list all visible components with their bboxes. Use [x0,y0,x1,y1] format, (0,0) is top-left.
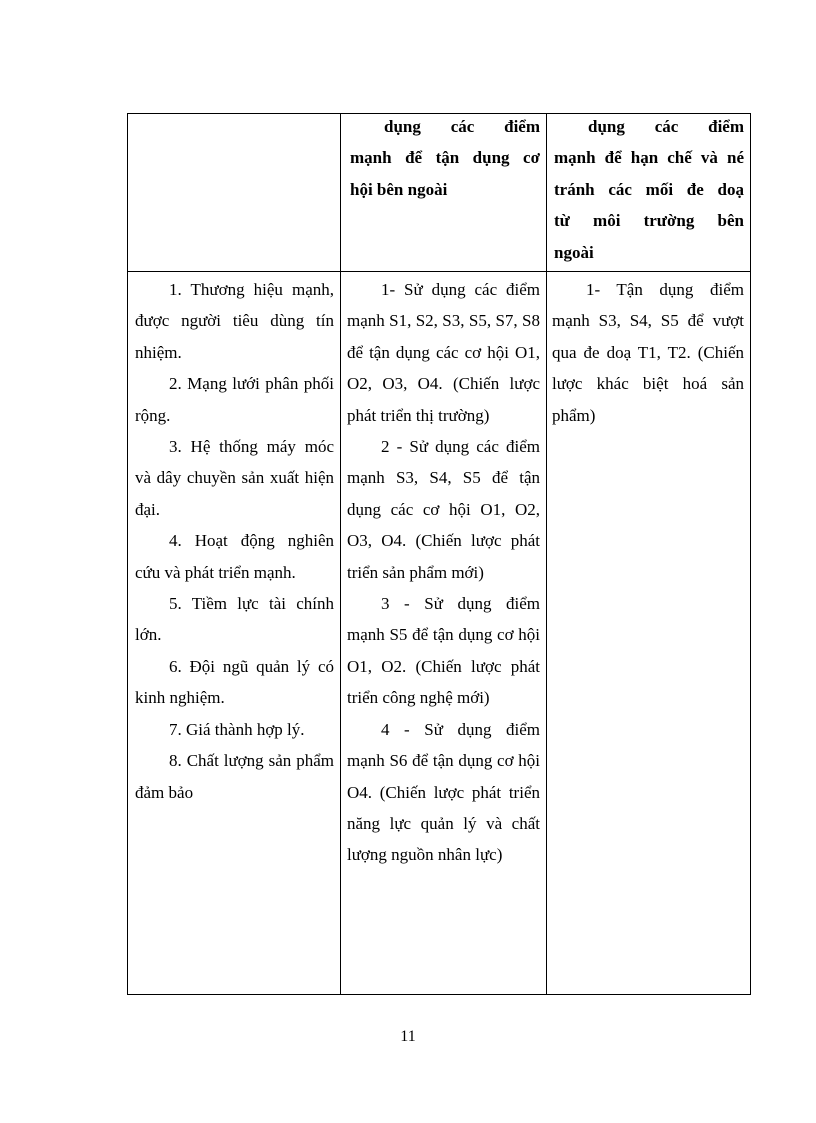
strengths-cell [135,274,334,808]
strength-item: 6. Đội ngũ quản lý có kinh nghiệm. [135,656,334,708]
strength-item: 7. Giá thành hợp lý. [169,719,305,739]
swot-table [127,113,751,995]
so-strategy-item: 3 - Sử dụng điểm mạnh S5 để tận dụng cơ hội O1, O2. (Chiến lược phát triển công nghệ mới) [347,594,540,708]
st-strategies-cell [552,274,744,431]
header-so-line: dụng các điểm [384,117,540,136]
header-st-line: tránh các mối đe doạ [554,179,744,199]
so-strategy-item: 1- Sử dụng các điểm mạnh S1, S2, S3, S5, S7, S8 để tận dụng các cơ hội O1, O2, O3, O4. (Chiến lược phát triển thị trường) [347,280,540,425]
strength-item: 1. Thương hiệu mạnh, được người tiêu dùng tín nhiệm. [135,280,334,362]
header-cell-st [554,111,744,268]
header-so-line: mạnh để tận dụng cơ [350,148,540,168]
strength-item: 2. Mạng lưới phân phối rộng. [135,374,334,425]
strength-item: 3. Hệ thống máy móc và dây chuyền sản xuất hiện đại. [135,437,334,519]
column-divider [546,114,547,994]
so-strategy-item: 4 - Sử dụng điểm mạnh S6 để tận dụng cơ hội O4. (Chiến lược phát triển năng lực quản lý và chất lượng nguồn nhân lực) [347,719,540,865]
st-strategy-item: 1- Tận dụng điểm mạnh S3, S4, S5 để vượt qua đe doạ T1, T2. (Chiến lược khác biệt hoá sản phẩm) [552,280,744,425]
column-divider [340,114,341,994]
header-cell-empty [128,114,340,271]
row-divider [128,271,750,272]
strength-item: 4. Hoạt động nghiên cứu và phát triển mạnh. [135,531,334,582]
header-st-line: mạnh để hạn chế và né [554,148,744,168]
so-strategy-item: 2 - Sử dụng các điểm mạnh S3, S4, S5 để tận dụng các cơ hội O1, O2, O3, O4. (Chiến lược phát triển sản phẩm mới) [347,437,540,582]
header-st-line: dụng các điểm [588,117,744,136]
header-st-line: từ môi trường bên [554,211,744,231]
header-cell-so [350,111,540,205]
header-st-line: ngoài [554,242,594,262]
strength-item: 8. Chất lượng sản phẩm đảm bảo [135,751,334,802]
strength-item: 5. Tiềm lực tài chính lớn. [135,594,334,645]
page-number: 11 [400,1028,416,1045]
so-strategies-cell [347,274,540,871]
header-so-line: hội bên ngoài [350,179,448,199]
